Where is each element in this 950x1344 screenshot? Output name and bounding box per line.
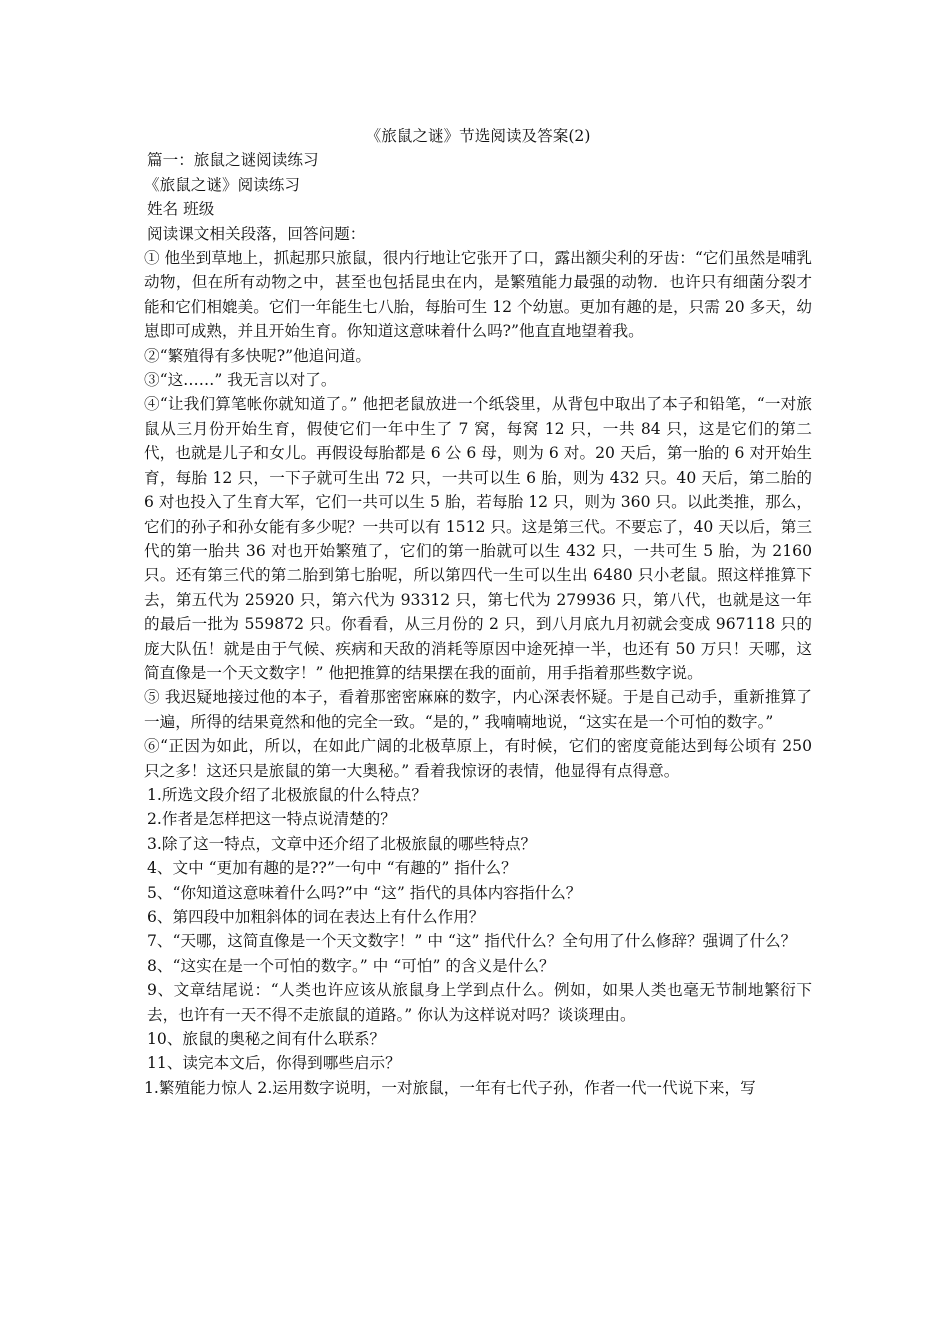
text-line: 《旅鼠之谜》阅读练习 — [144, 175, 300, 194]
paragraph-2: ②“繁殖得有多快呢?”他追问道。 — [144, 346, 372, 365]
question-3: 3.除了这一特点，文章中还介绍了北极旅鼠的哪些特点？ — [147, 834, 537, 853]
answer-line: 1.繁殖能力惊人 2.运用数字说明，一对旅鼠，一年有七代子孙，作者一代一代说下来，写 — [144, 1078, 756, 1097]
text-line: 阅读课文相关段落，回答问题： — [147, 224, 366, 243]
question-6: 6、第四段中加粗斜体的词在表达上有什么作用？ — [147, 908, 485, 926]
question-8: 8、“这实在是一个可怕的数字。” 中 “可怕” 的含义是什么？ — [147, 956, 555, 975]
paragraph-3: ③“这……” 我无言以对了。 — [144, 371, 337, 390]
document-title: 《旅鼠之谜》节选阅读及答案(2) — [365, 127, 591, 145]
document-page — [144, 124, 812, 1100]
question-10: 10、旅鼠的奥秘之间有什么联系？ — [147, 1030, 386, 1049]
text-line: 姓名 班级 — [147, 200, 215, 219]
paragraph-1: ① 他坐到草地上，抓起那只旅鼠，很内行地让它张开了口，露出额尖利的牙齿：“它们虽然是哺乳动物，但在所有动物之中，甚至也包括昆虫在内，是繁殖能力最强的动物．也许只有细菌分裂才能和它们相媲美。它们一年能生七八胎，每胎可生 12 个幼崽。更加有趣的是，只需 20 多天，幼崽即可成熟，并且开始生育。你知道这意味着什么吗?”他直直地望着我。 — [144, 249, 812, 341]
question-9: 9、文章结尾说：“人类也许应该从旅鼠身上学到点什么。例如，如果人类也毫无节制地繁衍下去，也许有一天不得不走旅鼠的道路。” 你认为这样说对吗？谈谈理由。 — [147, 981, 812, 1024]
question-7: 7、“天哪，这简直像是一个天文数字！” 中 “这” 指代什么？全句用了什么修辞？强调了什么？ — [147, 932, 797, 951]
paragraph-6: ⑥“正因为如此，所以，在如此广阔的北极草原上，有时候，它们的密度竟能达到每公顷有 250 只之多！这还只是旅鼠的第一大奥秘。” 看着我惊讶的表情，他显得有点得意。 — [144, 737, 812, 780]
question-5: 5、“你知道这意味着什么吗?”中 “这” 指代的具体内容指什么？ — [147, 883, 582, 902]
question-4: 4、文中 “更加有趣的是??”一句中 “有趣的” 指什么？ — [147, 859, 517, 878]
question-2: 2.作者是怎样把这一特点说清楚的？ — [147, 810, 396, 829]
question-11: 11、读完本文后，你得到哪些启示？ — [147, 1054, 401, 1073]
question-1: 1.所选文段介绍了北极旅鼠的什么特点？ — [147, 785, 427, 804]
text-line: 篇一：旅鼠之谜阅读练习 — [147, 151, 319, 170]
paragraph-5: ⑤ 我迟疑地接过他的本子，看着那密密麻麻的数字，内心深表怀疑。于是自己动手，重新推算了一遍，所得的结果竟然和他的完全一致。“是的，” 我喃喃地说，“这实在是一个可怕的数字。” — [144, 688, 812, 731]
paragraph-4: ④“让我们算笔帐你就知道了。” 他把老鼠放进一个纸袋里，从背包中取出了本子和铅笔，“一对旅鼠从三月份开始生育，假使它们一年中生了 7 窝，每窝 12 只，一共 84 只，这是它们的第二代，也就是儿子和女儿。再假设每胎都是 6 公 6 母，则为 6 对。20 天后，第一胎的 6 对开始生育，每胎 12 只，一下子就可生出 72 只，一共可以生 6 胎，则为 432 只。40 天后，第二胎的 6 对也投入了生育大军，它们一共可以生 5 胎，若每胎 12 只，则为 360 只。以此类推，那么，它们的孙子和孙女能有多少呢？一共可以有 1512 只。这是第三代。不要忘了，40 天以后，第三代的第一胎共 36 对也开始繁殖了，它们的第一胎就可以生 432 只，一共可生 5 胎，为 2160 只。还有第三代的第二胎到第七胎呢，所以第四代一生可以生出 6480 只小老鼠。照这样推算下去，第五代为 25920 只，第六代为 93312 只，第七代为 279936 只，第八代，也就是这一年的最后一批为 559872 只。你看看，从三月份的 2 只，到八月底九月初就会变成 967118 只的庞大队伍！就是由于气候、疾病和天敌的消耗等原因中途死掉一半，也还有 50 万只！天哪，这简直像是一个天文数字！” 他把推算的结果摆在我的面前，用手指着那些数字说。 — [144, 395, 812, 682]
